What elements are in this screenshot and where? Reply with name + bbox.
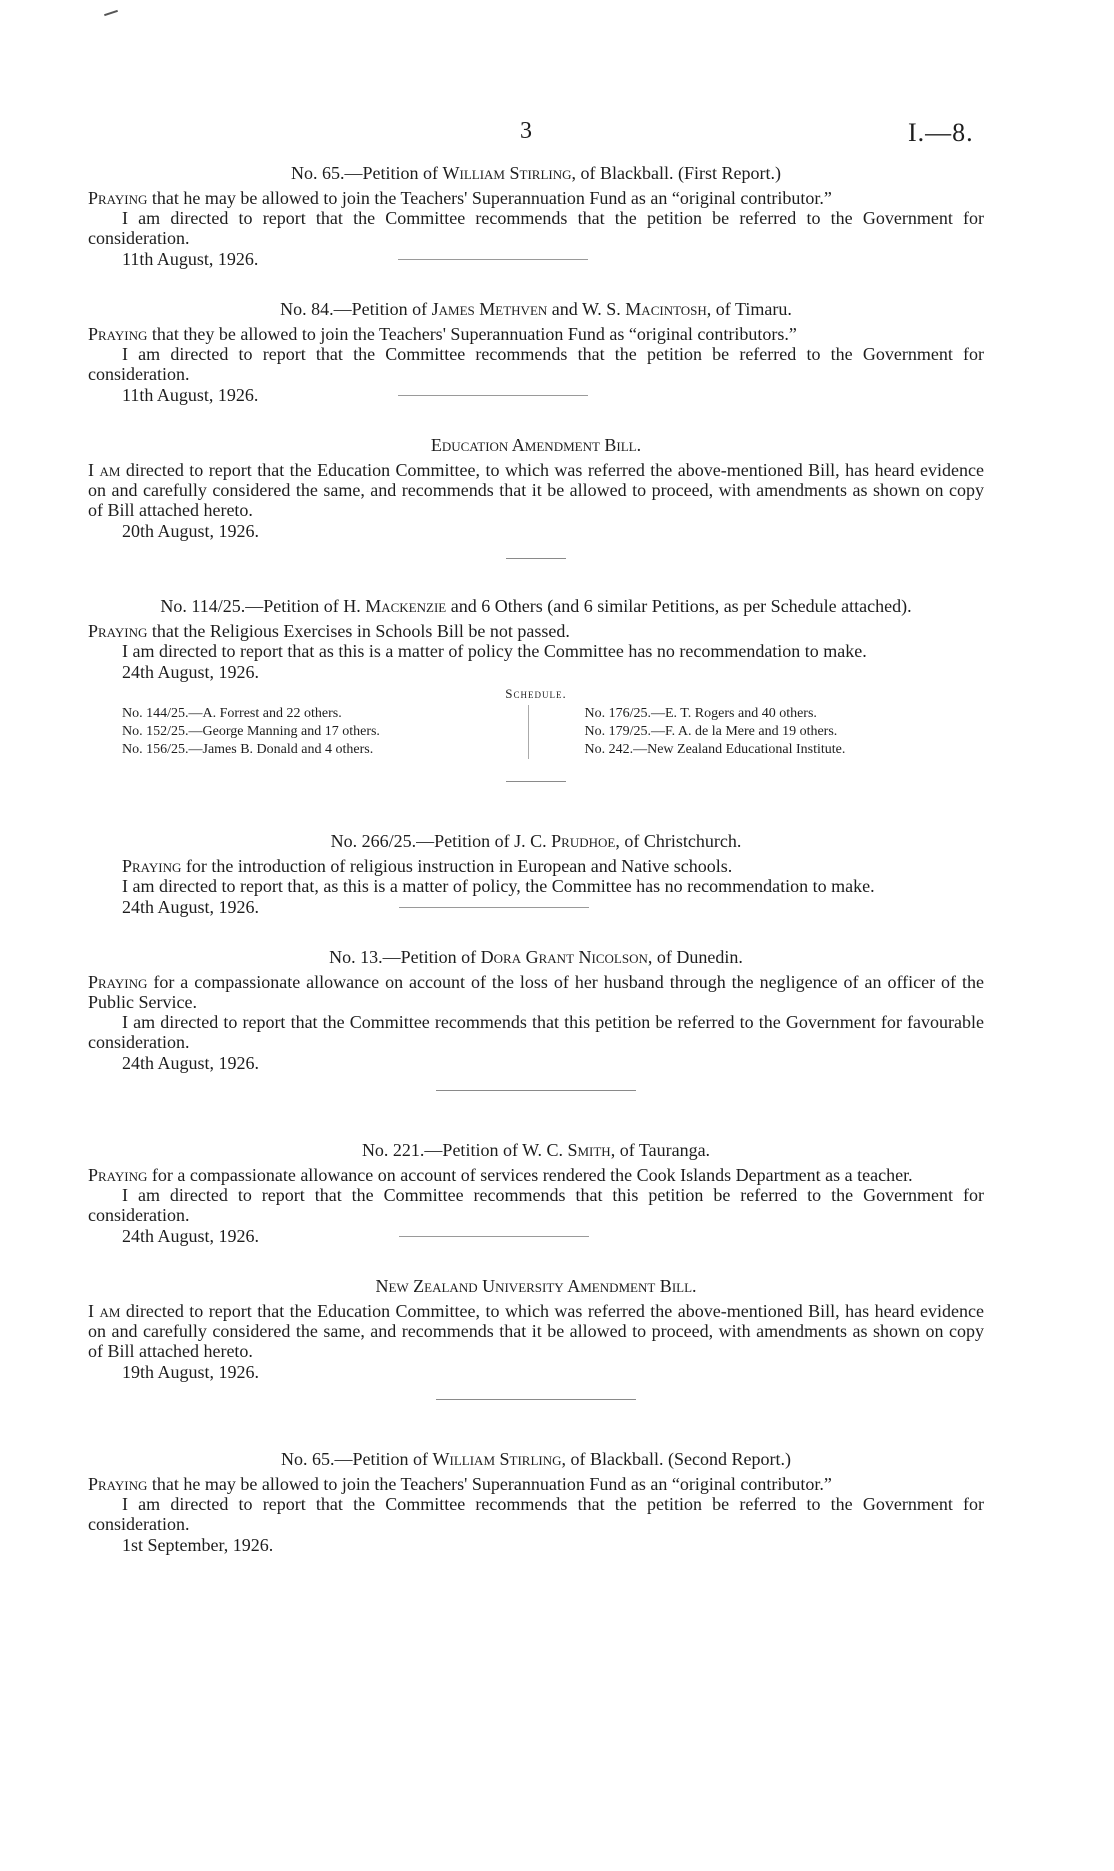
report-date: 24th August, 1926. xyxy=(122,896,984,918)
schedule-entry: No. 176/25.—E. T. Rogers and 40 others. xyxy=(584,706,817,721)
report-paragraph: I am directed to report that the Committee recommends that this petition be referred to the Government for favourable consideration. xyxy=(88,1012,984,1052)
petition-heading: No. 65.—Petition of William Stirling, of Blackball. (Second Report.) xyxy=(281,1449,791,1469)
university-amendment-bill xyxy=(88,1275,984,1400)
praying-paragraph: Praying for a compassionate allowance on account of services rendered the Cook Islands Department as a teacher. xyxy=(88,1165,913,1185)
petition-heading: No. 84.—Petition of James Methven and W. S. Macintosh, of Timaru. xyxy=(280,299,792,319)
schedule-left-column xyxy=(88,705,522,759)
page-reference: I.—8. xyxy=(908,118,974,147)
praying-paragraph: Praying for a compassionate allowance on account of the loss of her husband through the negligence of an officer of the Public Service. xyxy=(88,972,984,1012)
petition-smith xyxy=(88,1139,984,1247)
report-paragraph: I am directed to report that the Committee recommends that the petition be referred to the Government for consideration. xyxy=(88,344,984,384)
schedule-title: Schedule. xyxy=(505,686,567,701)
page-number: 3 xyxy=(520,118,532,144)
report-date: 24th August, 1926. xyxy=(122,662,260,682)
report-date: 19th August, 1926. xyxy=(122,1362,260,1382)
report-paragraph: I am directed to report that the Committee recommends that the petition be referred to the Government for consideration. xyxy=(88,208,984,248)
divider xyxy=(398,259,588,260)
petition-mackenzie xyxy=(88,595,984,782)
report-date: 1st September, 1926. xyxy=(122,1535,274,1555)
report-date: 20th August, 1926. xyxy=(122,521,260,541)
bill-paragraph: I am directed to report that the Education Committee, to which was referred the above-mentioned Bill, has heard evidence on and carefully considered the same, and recommends that it be allowed to proceed, with amendments as shown on copy of Bill attached hereto. xyxy=(88,460,984,520)
schedule-entry: No. 144/25.—A. Forrest and 22 others. xyxy=(122,706,342,721)
petition-heading: No. 114/25.—Petition of H. Mackenzie and 6 Others (and 6 similar Petitions, as per Schedule attached). xyxy=(160,596,912,616)
praying-paragraph: Praying that the Religious Exercises in Schools Bill be not passed. xyxy=(88,621,570,641)
report-date: 24th August, 1926. xyxy=(122,1225,984,1247)
petition-nicolson xyxy=(88,946,984,1091)
report-paragraph: I am directed to report that the Committee recommends that the petition be referred to the Government for consideration. xyxy=(88,1494,984,1534)
report-date: 11th August, 1926. xyxy=(122,248,984,270)
report-paragraph: I am directed to report that, as this is a matter of policy, the Committee has no recommendation to make. xyxy=(122,876,875,896)
praying-paragraph: Praying that he may be allowed to join the Teachers' Superannuation Fund as an “original contributor.” xyxy=(88,1474,832,1494)
schedule-divider xyxy=(528,705,529,759)
petition-prudhoe xyxy=(88,830,984,918)
praying-paragraph: Praying that they be allowed to join the Teachers' Superannuation Fund as “original contributors.” xyxy=(88,324,797,344)
petition-stirling-second xyxy=(88,1448,984,1556)
petition-heading: No. 13.—Petition of Dora Grant Nicolson, of Dunedin. xyxy=(329,947,743,967)
praying-paragraph: Praying that he may be allowed to join the Teachers' Superannuation Fund as an “original contributor.” xyxy=(88,188,832,208)
schedule xyxy=(88,685,984,759)
report-paragraph: I am directed to report that the Committee recommends that this petition be referred to the Government for consideration. xyxy=(88,1185,984,1225)
schedule-right-column xyxy=(535,705,985,759)
schedule-entry: No. 179/25.—F. A. de la Mere and 19 others. xyxy=(584,724,838,739)
schedule-entry: No. 242.—New Zealand Educational Institute. xyxy=(584,742,846,757)
petition-methven-macintosh xyxy=(88,298,984,406)
petition-heading: No. 266/25.—Petition of J. C. Prudhoe, of Christchurch. xyxy=(330,831,742,851)
divider xyxy=(399,907,589,908)
bill-heading: New Zealand University Amendment Bill. xyxy=(375,1276,697,1296)
bill-heading: Education Amendment Bill. xyxy=(430,435,642,455)
petition-heading: No. 221.—Petition of W. C. Smith, of Tauranga. xyxy=(361,1140,711,1160)
schedule-entry: No. 156/25.—James B. Donald and 4 others. xyxy=(122,742,374,757)
report-date: 11th August, 1926. xyxy=(122,384,984,406)
page-content xyxy=(88,162,984,1556)
bill-paragraph: I am directed to report that the Education Committee, to which was referred the above-mentioned Bill, has heard evidence on and carefully considered the same, and recommends that it be allowed to proceed, with amendments as shown on copy of Bill attached hereto. xyxy=(88,1301,984,1361)
education-amendment-bill xyxy=(88,434,984,559)
divider xyxy=(399,1236,589,1237)
petition-heading: No. 65.—Petition of William Stirling, of Blackball. (First Report.) xyxy=(291,163,781,183)
report-date: 24th August, 1926. xyxy=(122,1053,260,1073)
schedule-entry: No. 152/25.—George Manning and 17 others. xyxy=(122,724,380,739)
petition-stirling-first xyxy=(88,162,984,270)
report-paragraph: I am directed to report that as this is a matter of policy the Committee has no recommendation to make. xyxy=(122,641,867,661)
divider xyxy=(398,395,588,396)
praying-paragraph: Praying for the introduction of religious instruction in European and Native schools. xyxy=(122,856,733,876)
scan-mark xyxy=(104,10,118,16)
